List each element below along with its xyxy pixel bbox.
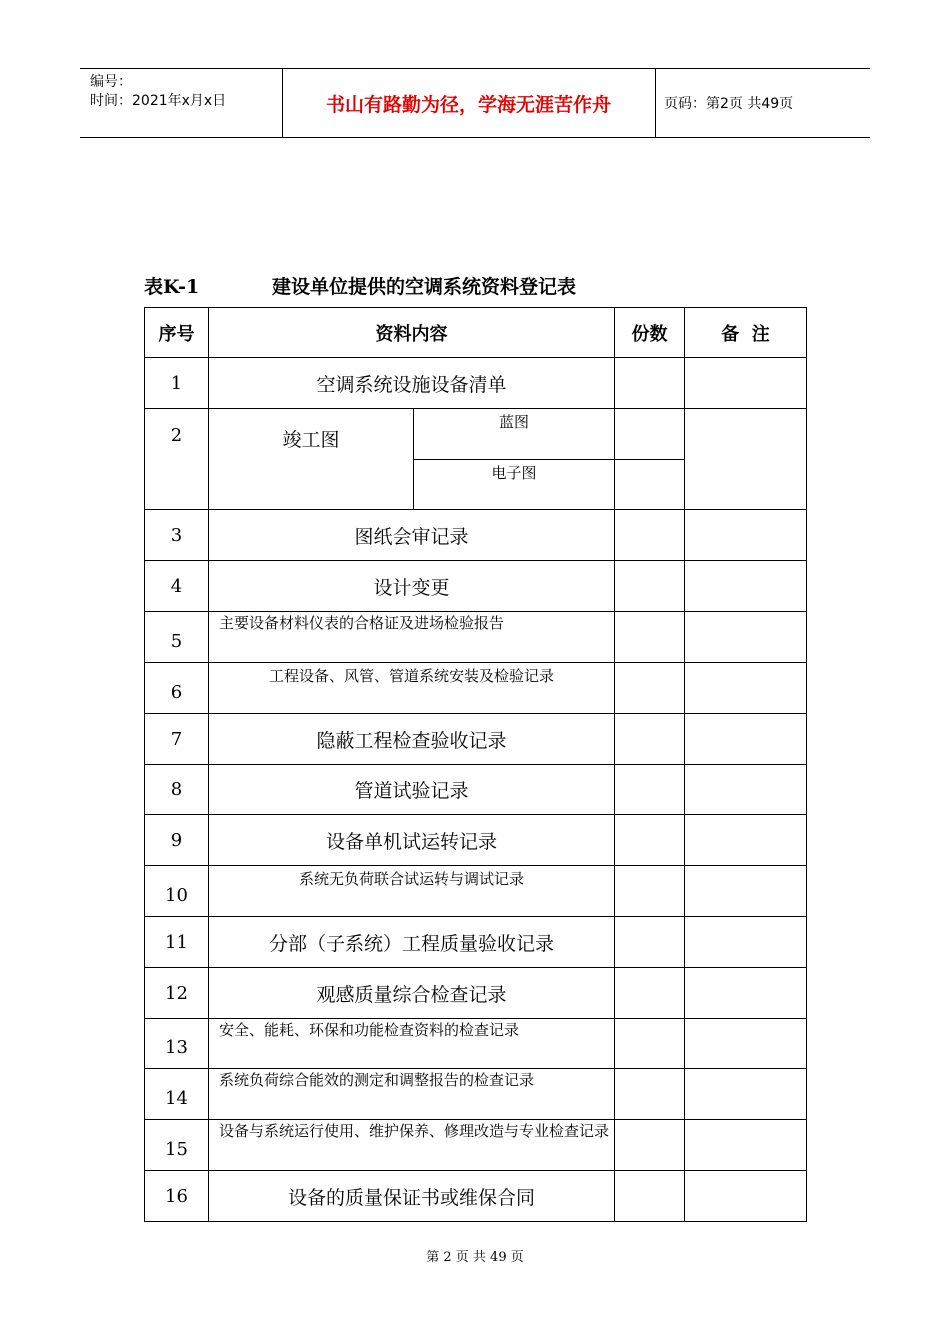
table-row [145,917,807,968]
row-content: 工程设备、风管、管道系统安装及检验记录 [209,663,615,714]
row-content: 竣工图 [209,409,414,510]
table-row [145,561,807,612]
row-number: 12 [145,968,209,1019]
row-number: 11 [145,917,209,968]
table-row [145,765,807,815]
row-content: 设备与系统运行使用、维护保养、修理改造与专业检查记录 [209,1120,615,1171]
copies-cell [615,663,685,714]
row-number: 16 [145,1171,209,1222]
page-header [80,68,870,138]
copies-cell [615,1171,685,1222]
table-title: 建设单位提供的空调系统资料登记表 [272,276,577,298]
header-time: 时间：2021年x月x日 [90,93,227,109]
row-content: 图纸会审记录 [209,510,615,561]
table-row [145,815,807,866]
row-number: 3 [145,510,209,561]
row-number: 13 [145,1019,209,1069]
remarks-cell [685,1120,807,1171]
table-row [145,866,807,917]
header-meta [90,73,226,111]
table-code: 表K-1 [144,276,200,298]
table-row [145,358,807,409]
copies-cell [615,612,685,663]
row-content: 设备的质量保证书或维保合同 [209,1171,615,1222]
copies-cell [615,460,685,510]
remarks-cell [685,409,807,510]
remarks-cell [685,714,807,765]
copies-cell [615,510,685,561]
copies-cell [615,358,685,409]
row-number: 8 [145,765,209,815]
copies-cell [615,866,685,917]
remarks-cell [685,815,807,866]
copies-cell [615,409,685,460]
header-number: 编号： [90,74,132,90]
copies-cell [615,815,685,866]
row-number: 15 [145,1120,209,1171]
row-number: 2 [145,409,209,510]
row-content: 安全、能耗、环保和功能检查资料的检查记录 [209,1019,615,1069]
row-content: 管道试验记录 [209,765,615,815]
remarks-cell [685,1019,807,1069]
remarks-cell [685,1171,807,1222]
copies-cell [615,917,685,968]
table-row [145,1171,807,1222]
remarks-cell [685,917,807,968]
register-table [144,307,807,1222]
header-divider [655,69,656,137]
row-number: 7 [145,714,209,765]
row-content: 隐蔽工程检查验收记录 [209,714,615,765]
row-number: 14 [145,1069,209,1120]
remarks-cell [685,612,807,663]
copies-cell [615,1069,685,1120]
copies-cell [615,714,685,765]
row-number: 5 [145,612,209,663]
remarks-cell [685,866,807,917]
row-content: 观感质量综合检查记录 [209,968,615,1019]
row-number: 6 [145,663,209,714]
table-row [145,714,807,765]
remarks-cell [685,510,807,561]
copies-cell [615,1120,685,1171]
remarks-cell [685,968,807,1019]
table-row [145,510,807,561]
table-row [145,1120,807,1171]
table-row [145,409,807,460]
copies-cell [615,561,685,612]
header-content: 资料内容 [209,308,615,358]
copies-cell [615,968,685,1019]
header-seq: 序号 [145,308,209,358]
remarks-cell [685,561,807,612]
table-row [145,1019,807,1069]
row-number: 4 [145,561,209,612]
row-subitem: 蓝图 [414,409,615,460]
remarks-cell [685,765,807,815]
copies-cell [615,765,685,815]
page-footer: 第 2 页 共 49 页 [426,1250,524,1265]
row-number: 1 [145,358,209,409]
row-number: 10 [145,866,209,917]
row-content: 主要设备材料仪表的合格证及进场检验报告 [209,612,615,663]
remarks-cell [685,1069,807,1120]
header-remarks: 备 注 [685,308,807,358]
header-motto: 书山有路勤为径，学海无涯苦作舟 [325,93,611,116]
row-subitem: 电子图 [414,460,615,510]
row-content: 设计变更 [209,561,615,612]
table-row [145,663,807,714]
header-copies: 份数 [615,308,685,358]
table-row [145,1069,807,1120]
row-number: 9 [145,815,209,866]
row-content: 系统无负荷联合试运转与调试记录 [209,866,615,917]
row-content: 分部（子系统）工程质量验收记录 [209,917,615,968]
table-header-row [145,308,807,358]
table-row [145,968,807,1019]
row-content: 设备单机试运转记录 [209,815,615,866]
row-content: 空调系统设施设备清单 [209,358,615,409]
table-row [145,612,807,663]
copies-cell [615,1019,685,1069]
header-page-info: 页码：第2页 共49页 [664,96,794,112]
remarks-cell [685,663,807,714]
remarks-cell [685,358,807,409]
row-content: 系统负荷综合能效的测定和调整报告的检查记录 [209,1069,615,1120]
